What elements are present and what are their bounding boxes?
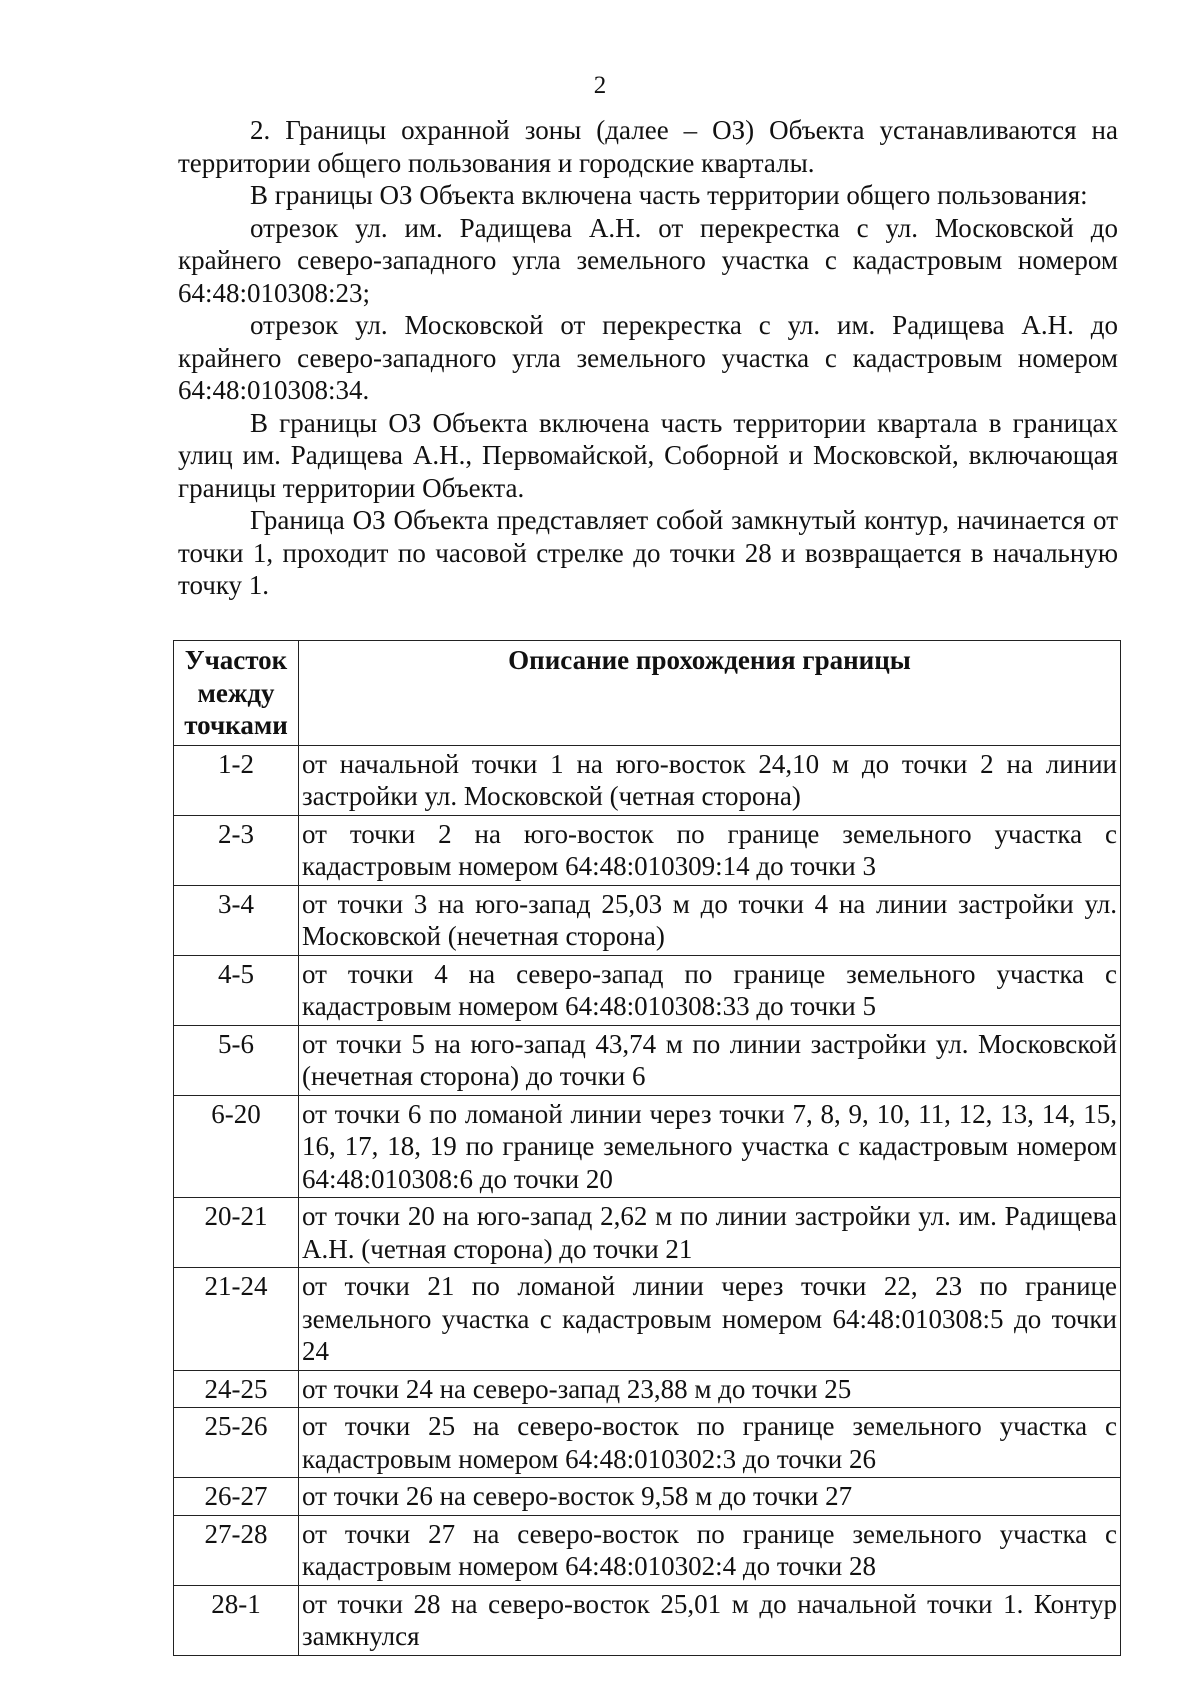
table-header-row	[174, 641, 1121, 746]
description-cell: от точки 25 на северо-восток по границе земельного участка с кадастровым номером 64:48:010302:3 до точки 26	[299, 1408, 1121, 1478]
segment-cell: 1-2	[174, 745, 299, 815]
description-cell: от точки 20 на юго-запад 2,62 м по линии застройки ул. им. Радищева А.Н. (четная сторона) до точки 21	[299, 1198, 1121, 1268]
segment-cell: 21-24	[174, 1268, 299, 1371]
segment-cell: 6-20	[174, 1095, 299, 1198]
table-row	[174, 885, 1121, 955]
table-row	[174, 1585, 1121, 1655]
description-cell: от точки 4 на северо-запад по границе земельного участка с кадастровым номером 64:48:010308:33 до точки 5	[299, 955, 1121, 1025]
description-cell: от начальной точки 1 на юго-восток 24,10 м до точки 2 на линии застройки ул. Московской (четная сторона)	[299, 745, 1121, 815]
segment-cell: 24-25	[174, 1370, 299, 1408]
segment-cell: 3-4	[174, 885, 299, 955]
segment-cell: 25-26	[174, 1408, 299, 1478]
segment-cell: 2-3	[174, 815, 299, 885]
description-cell: от точки 5 на юго-запад 43,74 м по линии застройки ул. Московской (нечетная сторона) до точки 6	[299, 1025, 1121, 1095]
description-cell: от точки 6 по ломаной линии через точки 7, 8, 9, 10, 11, 12, 13, 14, 15, 16, 17, 18, 19 по границе земельного участка с кадастровым номером 64:48:010308:6 до точки 20	[299, 1095, 1121, 1198]
segment-cell: 27-28	[174, 1515, 299, 1585]
page-number: 2	[593, 72, 607, 99]
paragraph: В границы ОЗ Объекта включена часть территории квартала в границах улиц им. Радищева А.Н., Первомайской, Соборной и Московской, включающая границы территории Объекта.	[178, 407, 1118, 503]
table-row	[174, 1095, 1121, 1198]
description-cell: от точки 26 на северо-восток 9,58 м до точки 27	[299, 1478, 1121, 1516]
table-row	[174, 745, 1121, 815]
table-row	[174, 1198, 1121, 1268]
segment-cell: 28-1	[174, 1585, 299, 1655]
table-row	[174, 1478, 1121, 1516]
table-row	[174, 1515, 1121, 1585]
paragraph: отрезок ул. Московской от перекрестка с ул. им. Радищева А.Н. до крайнего северо-западного угла земельного участка с кадастровым номером 64:48:010308:34.	[178, 310, 1118, 405]
paragraph: В границы ОЗ Объекта включена часть территории общего пользования:	[250, 180, 1088, 210]
table-row	[174, 1025, 1121, 1095]
description-cell: от точки 21 по ломаной линии через точки 22, 23 по границе земельного участка с кадастровым номером 64:48:010308:5 до точки 24	[299, 1268, 1121, 1371]
description-cell: от точки 28 на северо-восток 25,01 м до начальной точки 1. Контур замкнулся	[299, 1585, 1121, 1655]
description-cell: от точки 3 на юго-запад 25,03 м до точки 4 на линии застройки ул. Московской (нечетная сторона)	[299, 885, 1121, 955]
table-row	[174, 955, 1121, 1025]
segment-column-header: Участок между точками	[174, 641, 299, 746]
description-cell: от точки 2 на юго-восток по границе земельного участка с кадастровым номером 64:48:010309:14 до точки 3	[299, 815, 1121, 885]
body-text	[178, 114, 1118, 602]
segment-cell: 5-6	[174, 1025, 299, 1095]
description-cell: от точки 24 на северо-запад 23,88 м до точки 25	[299, 1370, 1121, 1408]
table-row	[174, 1268, 1121, 1371]
table-row	[174, 1370, 1121, 1408]
paragraph: отрезок ул. им. Радищева А.Н. от перекрестка с ул. Московской до крайнего северо-западного угла земельного участка с кадастровым номером 64:48:010308:23;	[178, 212, 1118, 308]
segment-cell: 4-5	[174, 955, 299, 1025]
description-column-header: Описание прохождения границы	[299, 641, 1121, 746]
segment-cell: 26-27	[174, 1478, 299, 1516]
paragraph: 2. Границы охранной зоны (далее – ОЗ) Объекта устанавливаются на территории общего пользования и городские кварталы.	[178, 115, 1118, 178]
table-row	[174, 815, 1121, 885]
segment-cell: 20-21	[174, 1198, 299, 1268]
paragraph: Граница ОЗ Объекта представляет собой замкнутый контур, начинается от точки 1, проходит по часовой стрелке до точки 28 и возвращается в начальную точку 1.	[178, 505, 1118, 600]
table-row	[174, 1408, 1121, 1478]
boundary-table	[173, 640, 1121, 1656]
description-cell: от точки 27 на северо-восток по границе земельного участка с кадастровым номером 64:48:010302:4 до точки 28	[299, 1515, 1121, 1585]
